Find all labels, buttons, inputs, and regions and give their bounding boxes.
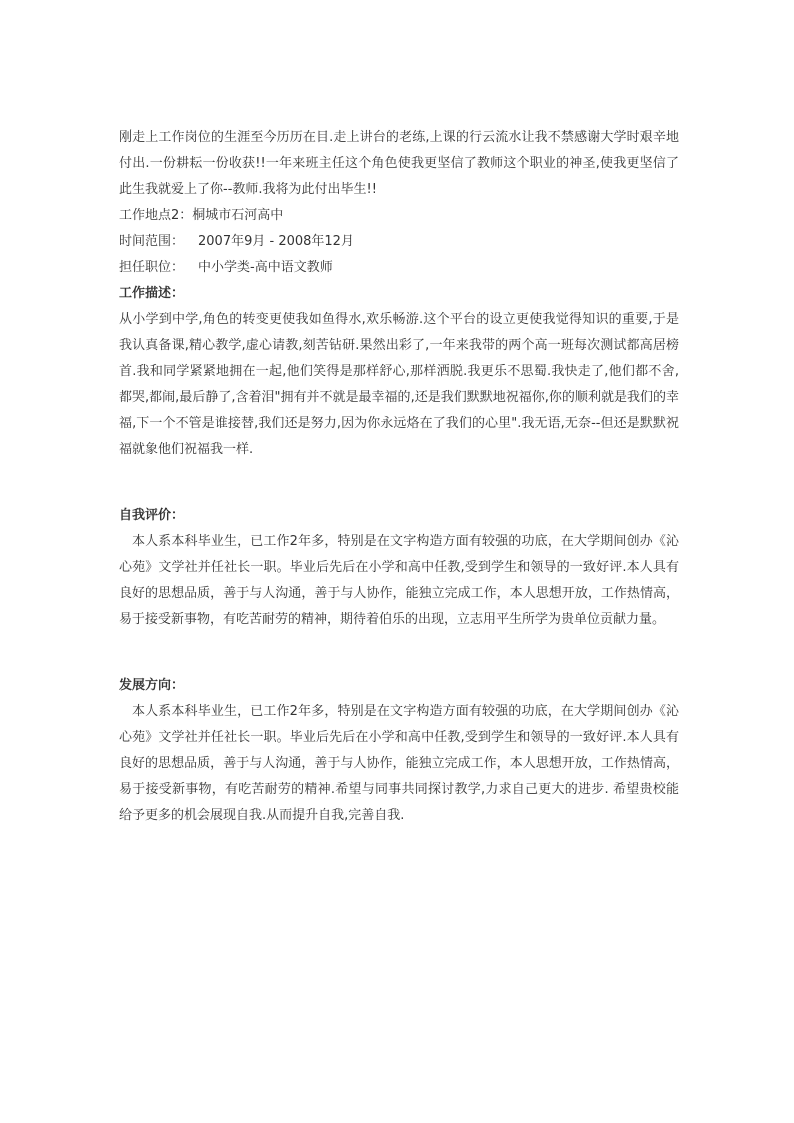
work-location-value: 桐城市石河高中 (192, 208, 284, 223)
work-position-row (119, 255, 679, 281)
section-spacer (119, 633, 679, 673)
work-location-label: 工作地点2： (119, 208, 193, 223)
intro-paragraph: 刚走上工作岗位的生涯至今历历在目.走上讲台的老练,上课的行云流水让我不禁感谢大学时艰辛地付出.一份耕耘一份收获!!一年来班主任这个角色使我更坚信了教师这个职业的神圣,使我更坚信了此生我就爱上了你--教师.我将为此付出毕生!! (119, 130, 679, 197)
development-heading: 发展方向： (119, 678, 185, 693)
work-position-label: 担任职位： (119, 260, 185, 275)
work-position-value: 中小学类-高中语文教师 (198, 260, 333, 275)
work-time-row (119, 229, 679, 255)
work-time-label: 时间范围： (119, 234, 185, 249)
work-time-value: 2007年9月 - 2008年12月 (198, 234, 354, 249)
resume-content (119, 125, 679, 829)
work-description-heading: 工作描述： (119, 286, 185, 301)
work-location-row (119, 203, 679, 229)
section-spacer (119, 463, 679, 503)
work-description-text: 从小学到中学,角色的转变更使我如鱼得水,欢乐畅游.这个平台的设立更使我觉得知识的重要,于是我认真备课,精心教学,虚心请教,刻苦钻研.果然出彩了,一年来我带的两个高一班每次测试都高居榜首.我和同学紧紧地拥在一起,他们笑得是那样舒心,那样洒脱.我更乐不思蜀.我快走了,他们都不舍,都哭,都闹,最后静了,含着泪"拥有并不就是最幸福的,还是我们默默地祝福你,你的顺利就是我们的幸福,下一个不管是谁接替,我们还是努力,因为你永远烙在了我们的心里".我无语,无奈--但还是默默祝福就象他们祝福我一样. (119, 312, 679, 457)
self-evaluation-heading: 自我评价： (119, 508, 185, 523)
self-evaluation-text: 本人系本科毕业生，已工作2年多，特别是在文字构造方面有较强的功底，在大学期间创办《沁心苑》文学社并任社长一职。毕业后先后在小学和高中任教,受到学生和领导的一致好评.本人具有良好的思想品质，善于与人沟通，善于与人协作，能独立完成工作，本人思想开放，工作热情高，易于接受新事物，有吃苦耐劳的精神，期待着伯乐的出现，立志用平生所学为贵单位贡献力量。 (119, 534, 679, 627)
development-text: 本人系本科毕业生，已工作2年多，特别是在文字构造方面有较强的功底，在大学期间创办《沁心苑》文学社并任社长一职。毕业后先后在小学和高中任教,受到学生和领导的一致好评.本人具有良好的思想品质，善于与人沟通，善于与人协作，能独立完成工作，本人思想开放，工作热情高，易于接受新事物，有吃苦耐劳的精神.希望与同事共同探讨教学,力求自己更大的进步. 希望贵校能给予更多的机会展现自我.从而提升自我,完善自我. (119, 704, 679, 823)
